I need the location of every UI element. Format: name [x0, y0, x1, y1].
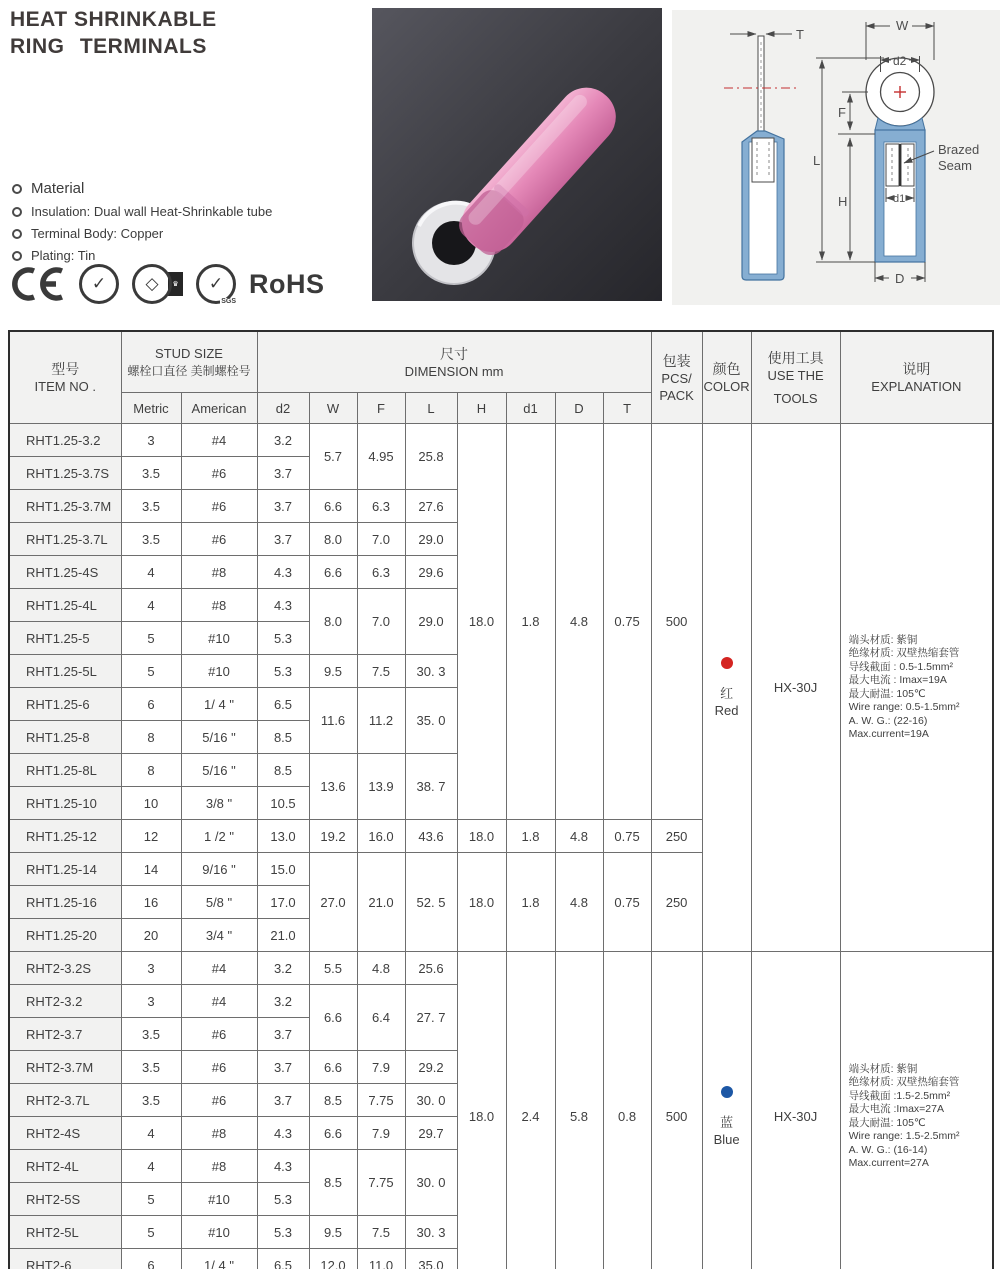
d1-cell: 1.8 [506, 853, 555, 952]
d-cell: 4.8 [555, 820, 603, 853]
l-cell: 38. 7 [405, 754, 457, 820]
f-cell: 7.9 [357, 1051, 405, 1084]
d2-cell: 13.0 [257, 820, 309, 853]
item-no-cell: RHT1.25-3.7M [9, 490, 121, 523]
col-header-explanation [840, 331, 993, 424]
d2-cell: 17.0 [257, 886, 309, 919]
explanation-line: 导线截面 :1.5-2.5mm² [848, 1089, 951, 1102]
rohs-label: RoHS [249, 268, 325, 299]
material-item [12, 204, 272, 219]
l-cell: 30. 3 [405, 655, 457, 688]
metric-cell: 12 [121, 820, 181, 853]
d2-cell: 5.3 [257, 622, 309, 655]
sgs-cert-icon: ✓ SGS [196, 264, 236, 304]
col-header-W: W [309, 393, 357, 424]
h-cell: 18.0 [457, 853, 506, 952]
metric-cell: 3.5 [121, 457, 181, 490]
l-cell: 35.0 [405, 1249, 457, 1269]
d2-cell: 6.5 [257, 688, 309, 721]
l-cell: 30. 0 [405, 1150, 457, 1216]
material-item [12, 180, 272, 197]
material-item [12, 248, 272, 263]
item-no-cell: RHT1.25-4L [9, 589, 121, 622]
col-header-L: L [405, 393, 457, 424]
metric-cell: 5 [121, 655, 181, 688]
d2-cell: 6.5 [257, 1249, 309, 1269]
color-header-zh: 颜色 [712, 361, 741, 377]
l-cell: 43.6 [405, 820, 457, 853]
dimension-diagram [672, 10, 1000, 305]
f-cell: 7.75 [357, 1150, 405, 1216]
dim-header-en: DIMENSION mm [404, 363, 504, 379]
iso-cert-icon: ✓ [79, 264, 119, 304]
item-no-cell: RHT1.25-16 [9, 886, 121, 919]
american-cell: #4 [181, 952, 257, 985]
american-cell: 9/16 " [181, 853, 257, 886]
item-no-cell: RHT1.25-12 [9, 820, 121, 853]
expl-header-en: EXPLANATION [871, 379, 962, 394]
color-name-en: Blue [713, 1131, 740, 1147]
explanation-line: A. W. G.: (22-16) [848, 714, 928, 727]
american-cell: #8 [181, 556, 257, 589]
col-header-pack [651, 331, 702, 424]
t-cell: 0.75 [603, 424, 651, 820]
item-no-cell: RHT1.25-20 [9, 919, 121, 952]
explanation-line: 最大电流 : Imax=19A [848, 674, 947, 686]
explanation-line: 端头材质: 紫铜 [848, 1062, 918, 1075]
metric-cell: 6 [121, 688, 181, 721]
color-name-zh: 红 [720, 685, 734, 701]
w-cell: 5.7 [309, 424, 357, 490]
col-header-F: F [357, 393, 405, 424]
metric-cell: 5 [121, 1183, 181, 1216]
h-cell: 18.0 [457, 952, 506, 1269]
explanation-line: 最大电流 :Imax=27A [848, 1103, 944, 1115]
american-cell: 3/4 " [181, 919, 257, 952]
tools-header-en1: USE THE [767, 367, 824, 383]
d2-cell: 3.7 [257, 1084, 309, 1117]
bullet-icon [12, 207, 22, 217]
f-cell: 4.8 [357, 952, 405, 985]
bullet-icon [12, 251, 22, 261]
metric-cell: 6 [121, 1249, 181, 1269]
d2-cell: 4.3 [257, 1117, 309, 1150]
w-cell: 19.2 [309, 820, 357, 853]
f-cell: 7.5 [357, 1216, 405, 1249]
f-cell: 11.2 [357, 688, 405, 754]
color-header-en: COLOR [703, 379, 750, 394]
d2-cell: 4.3 [257, 556, 309, 589]
color-cell [702, 952, 751, 1269]
l-cell: 25.8 [405, 424, 457, 490]
item-no-cell: RHT1.25-8L [9, 754, 121, 787]
item-no-cell: RHT2-3.7L [9, 1084, 121, 1117]
american-cell: #8 [181, 589, 257, 622]
w-cell: 6.6 [309, 1051, 357, 1084]
material-text: Insulation: Dual wall Heat-Shrinkable tube [31, 204, 273, 219]
explanation-line: A. W. G.: (16-14) [848, 1143, 928, 1156]
w-cell: 8.0 [309, 523, 357, 556]
w-cell: 9.5 [309, 1216, 357, 1249]
explanation-line: 导线截面 : 0.5-1.5mm² [848, 660, 954, 673]
cert-ring-icon: ◇ [132, 264, 172, 304]
metric-cell: 14 [121, 853, 181, 886]
d2-cell: 3.7 [257, 1051, 309, 1084]
table-row [9, 424, 993, 457]
explanation-cell [840, 952, 993, 1269]
ukas-cert-icon [132, 264, 183, 304]
expl-header-zh: 说明 [902, 361, 931, 377]
col-header-item [9, 331, 121, 424]
metric-cell: 8 [121, 721, 181, 754]
item-no-cell: RHT2-3.2 [9, 985, 121, 1018]
tools-header-en2: TOOLS [773, 390, 818, 406]
col-header-dimension [257, 331, 651, 393]
american-cell: #10 [181, 655, 257, 688]
material-item [12, 226, 272, 241]
american-cell: #8 [181, 1117, 257, 1150]
item-no-cell: RHT2-3.2S [9, 952, 121, 985]
table-row [9, 952, 993, 985]
w-cell: 6.6 [309, 490, 357, 523]
f-cell: 6.3 [357, 490, 405, 523]
l-cell: 27. 7 [405, 985, 457, 1051]
american-cell: #6 [181, 490, 257, 523]
american-cell: #6 [181, 523, 257, 556]
explanation-line: 绝缘材质: 双壁热缩套管 [848, 647, 960, 659]
metric-cell: 4 [121, 1150, 181, 1183]
stud-header-zh: 螺栓口直径 美制螺栓号 [127, 363, 251, 378]
american-cell: 1 /2 " [181, 820, 257, 853]
explanation-line: Wire range: 0.5-1.5mm² [848, 701, 960, 713]
item-no-cell: RHT2-6 [9, 1249, 121, 1269]
american-cell: #4 [181, 985, 257, 1018]
t-cell: 0.75 [603, 820, 651, 853]
item-no-cell: RHT2-4S [9, 1117, 121, 1150]
item-no-cell: RHT2-4L [9, 1150, 121, 1183]
american-cell: 1/ 4 " [181, 1249, 257, 1269]
pack-header-en1: PCS/ [661, 370, 692, 386]
american-cell: 5/16 " [181, 754, 257, 787]
american-cell: #8 [181, 1150, 257, 1183]
american-cell: #10 [181, 1183, 257, 1216]
table-body [9, 424, 993, 1269]
col-header-metric: Metric [121, 393, 181, 424]
d2-cell: 4.3 [257, 1150, 309, 1183]
item-no-cell: RHT1.25-8 [9, 721, 121, 754]
w-cell: 27.0 [309, 853, 357, 952]
d2-cell: 8.5 [257, 754, 309, 787]
d2-cell: 8.5 [257, 721, 309, 754]
item-no-cell: RHT2-3.7M [9, 1051, 121, 1084]
f-cell: 6.4 [357, 985, 405, 1051]
bullet-icon [12, 229, 22, 239]
dim-label-T: T [796, 27, 804, 42]
item-header-en: ITEM NO . [34, 379, 96, 394]
brazed-seam-label-1: Brazed [938, 142, 980, 157]
f-cell: 7.0 [357, 523, 405, 556]
metric-cell: 3 [121, 985, 181, 1018]
d1-cell: 2.4 [506, 952, 555, 1269]
d-cell: 4.8 [555, 424, 603, 820]
certification-logos [10, 264, 325, 304]
metric-cell: 3 [121, 952, 181, 985]
dim-label-d2: d2 [893, 54, 907, 68]
explanation-line: Max.current=19A [848, 728, 929, 740]
f-cell: 11.0 [357, 1249, 405, 1269]
ce-mark-icon [10, 266, 66, 302]
brazed-seam-label-2: Seam [938, 158, 972, 173]
metric-cell: 3.5 [121, 490, 181, 523]
d2-cell: 5.3 [257, 1216, 309, 1249]
pcs-pack-cell: 250 [651, 820, 702, 853]
d2-cell: 4.3 [257, 589, 309, 622]
explanation-line: 最大耐温: 105℃ [848, 687, 926, 700]
col-header-tools [751, 331, 840, 424]
d2-cell: 3.2 [257, 985, 309, 1018]
w-cell: 9.5 [309, 655, 357, 688]
l-cell: 30. 0 [405, 1084, 457, 1117]
explanation-line: 最大耐温: 105℃ [848, 1116, 926, 1129]
w-cell: 8.5 [309, 1084, 357, 1117]
american-cell: #10 [181, 622, 257, 655]
sgs-label: SGS [221, 298, 236, 305]
explanation-line: 端头材质: 紫铜 [848, 633, 918, 646]
american-cell: #6 [181, 1084, 257, 1117]
item-no-cell: RHT1.25-3.2 [9, 424, 121, 457]
l-cell: 52. 5 [405, 853, 457, 952]
l-cell: 30. 3 [405, 1216, 457, 1249]
item-no-cell: RHT2-5L [9, 1216, 121, 1249]
d2-cell: 21.0 [257, 919, 309, 952]
t-cell: 0.8 [603, 952, 651, 1269]
dim-label-D: D [895, 271, 905, 286]
american-cell: 3/8 " [181, 787, 257, 820]
l-cell: 29.0 [405, 589, 457, 655]
f-cell: 7.0 [357, 589, 405, 655]
f-cell: 4.95 [357, 424, 405, 490]
metric-cell: 4 [121, 589, 181, 622]
d2-cell: 3.2 [257, 952, 309, 985]
d-cell: 5.8 [555, 952, 603, 1269]
item-no-cell: RHT1.25-4S [9, 556, 121, 589]
f-cell: 21.0 [357, 853, 405, 952]
f-cell: 13.9 [357, 754, 405, 820]
l-cell: 29.7 [405, 1117, 457, 1150]
d-cell: 4.8 [555, 853, 603, 952]
w-cell: 11.6 [309, 688, 357, 754]
tool-cell: HX-30J [751, 952, 840, 1269]
page-title-line2: RING TERMINALS [10, 35, 207, 58]
color-name-en: Red [714, 702, 739, 718]
dim-header-zh: 尺寸 [440, 345, 469, 362]
color-cell [702, 424, 751, 952]
product-photo-image [372, 8, 662, 301]
h-cell: 18.0 [457, 820, 506, 853]
metric-cell: 3.5 [121, 523, 181, 556]
material-text: Plating: Tin [31, 248, 96, 263]
pcs-pack-cell: 500 [651, 424, 702, 820]
w-cell: 5.5 [309, 952, 357, 985]
item-no-cell: RHT1.25-10 [9, 787, 121, 820]
col-header-d2: d2 [257, 393, 309, 424]
w-cell: 6.6 [309, 556, 357, 589]
col-header-H: H [457, 393, 506, 424]
dim-label-F: F [838, 105, 846, 120]
metric-cell: 3.5 [121, 1084, 181, 1117]
blue-color-dot-icon [721, 1086, 733, 1098]
metric-cell: 3 [121, 424, 181, 457]
american-cell: 5/16 " [181, 721, 257, 754]
d1-cell: 1.8 [506, 424, 555, 820]
metric-cell: 4 [121, 1117, 181, 1150]
d2-cell: 10.5 [257, 787, 309, 820]
metric-cell: 8 [121, 754, 181, 787]
col-header-T: T [603, 393, 651, 424]
l-cell: 29.0 [405, 523, 457, 556]
col-header-color [702, 331, 751, 424]
d2-cell: 3.7 [257, 490, 309, 523]
col-header-american: American [181, 393, 257, 424]
pcs-pack-cell: 500 [651, 952, 702, 1269]
page-title [10, 6, 217, 60]
material-text: Material [31, 180, 85, 197]
l-cell: 27.6 [405, 490, 457, 523]
american-cell: 5/8 " [181, 886, 257, 919]
w-cell: 12.0 [309, 1249, 357, 1269]
l-cell: 35. 0 [405, 688, 457, 754]
metric-cell: 4 [121, 556, 181, 589]
item-no-cell: RHT1.25-5L [9, 655, 121, 688]
materials-list [12, 180, 272, 270]
american-cell: #6 [181, 457, 257, 490]
metric-cell: 16 [121, 886, 181, 919]
explanation-line: Max.current=27A [848, 1157, 929, 1169]
f-cell: 7.9 [357, 1117, 405, 1150]
explanation-line: Wire range: 1.5-2.5mm² [848, 1130, 960, 1142]
l-cell: 25.6 [405, 952, 457, 985]
metric-cell: 3.5 [121, 1051, 181, 1084]
item-no-cell: RHT2-3.7 [9, 1018, 121, 1051]
w-cell: 6.6 [309, 1117, 357, 1150]
tool-cell: HX-30J [751, 424, 840, 952]
dim-label-W: W [896, 18, 909, 33]
t-cell: 0.75 [603, 853, 651, 952]
pack-header-zh: 包装 [662, 352, 691, 369]
d1-cell: 1.8 [506, 820, 555, 853]
american-cell: #6 [181, 1051, 257, 1084]
dim-label-L: L [813, 153, 821, 168]
american-cell: #6 [181, 1018, 257, 1051]
american-cell: 1/ 4 " [181, 688, 257, 721]
w-cell: 8.5 [309, 1150, 357, 1216]
item-header-zh: 型号 [51, 361, 80, 377]
stud-header-en: STUD SIZE [155, 345, 223, 361]
metric-cell: 3.5 [121, 1018, 181, 1051]
f-cell: 7.5 [357, 655, 405, 688]
h-cell: 18.0 [457, 424, 506, 820]
w-cell: 8.0 [309, 589, 357, 655]
f-cell: 16.0 [357, 820, 405, 853]
metric-cell: 10 [121, 787, 181, 820]
d2-cell: 3.2 [257, 424, 309, 457]
f-cell: 6.3 [357, 556, 405, 589]
red-color-dot-icon [721, 657, 733, 669]
item-no-cell: RHT2-5S [9, 1183, 121, 1216]
item-no-cell: RHT1.25-5 [9, 622, 121, 655]
american-cell: #4 [181, 424, 257, 457]
item-no-cell: RHT1.25-3.7S [9, 457, 121, 490]
pack-header-en2: PACK [659, 387, 694, 403]
item-no-cell: RHT1.25-6 [9, 688, 121, 721]
metric-cell: 5 [121, 1216, 181, 1249]
material-text: Terminal Body: Copper [31, 226, 164, 241]
bullet-icon [12, 184, 22, 194]
page-title-line1: HEAT SHRINKABLE [10, 8, 217, 31]
ukas-crown-icon: ♛ [168, 272, 183, 296]
pcs-pack-cell: 250 [651, 853, 702, 952]
product-photo [372, 8, 662, 301]
american-cell: #10 [181, 1216, 257, 1249]
d2-cell: 5.3 [257, 655, 309, 688]
d2-cell: 5.3 [257, 1183, 309, 1216]
col-header-d1: d1 [506, 393, 555, 424]
col-header-stud-size [121, 331, 257, 393]
explanation-cell [840, 424, 993, 952]
spec-table [8, 330, 994, 1269]
w-cell: 6.6 [309, 985, 357, 1051]
dimension-diagram-image [672, 10, 1000, 305]
w-cell: 13.6 [309, 754, 357, 820]
metric-cell: 5 [121, 622, 181, 655]
d2-cell: 3.7 [257, 457, 309, 490]
color-name-zh: 蓝 [720, 1114, 734, 1130]
tools-header-zh: 使用工具 [767, 349, 824, 366]
d2-cell: 3.7 [257, 1018, 309, 1051]
l-cell: 29.2 [405, 1051, 457, 1084]
dim-label-d1: d1 [893, 193, 906, 205]
col-header-D: D [555, 393, 603, 424]
f-cell: 7.75 [357, 1084, 405, 1117]
d2-cell: 3.7 [257, 523, 309, 556]
l-cell: 29.6 [405, 556, 457, 589]
metric-cell: 20 [121, 919, 181, 952]
dim-label-H: H [838, 194, 848, 209]
d2-cell: 15.0 [257, 853, 309, 886]
explanation-line: 绝缘材质: 双壁热缩套管 [848, 1076, 960, 1088]
item-no-cell: RHT1.25-14 [9, 853, 121, 886]
item-no-cell: RHT1.25-3.7L [9, 523, 121, 556]
